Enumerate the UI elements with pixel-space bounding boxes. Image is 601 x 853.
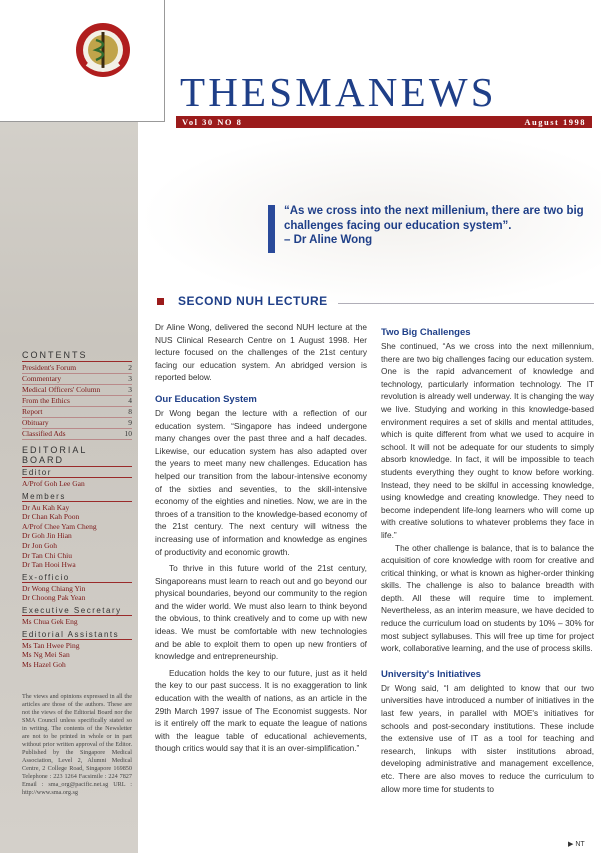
article-intro: Dr Aline Wong, delivered the second NUH lecture at the NUS Clinical Research Centre on 1 August 1998. Her lecture focused on the challenges of the 21st century facing our education system. An abridged version is reported below. bbox=[155, 322, 367, 383]
board-heading: EDITORIAL BOARD bbox=[22, 445, 132, 467]
issue-volume: Vol 30 NO 8 bbox=[182, 117, 243, 127]
heading-university-initiatives: University's Initiatives bbox=[381, 668, 481, 680]
exec-name: Ms Chua Gek Eng bbox=[22, 616, 78, 626]
article-column-1 bbox=[155, 321, 367, 755]
exec-list bbox=[22, 617, 132, 627]
contents-item-label: Report bbox=[22, 407, 43, 416]
contents-item bbox=[22, 429, 132, 440]
contents-item-label: Classified Ads bbox=[22, 429, 66, 438]
contents-item bbox=[22, 385, 132, 396]
heading-two-challenges: Two Big Challenges bbox=[381, 327, 471, 338]
contents-item bbox=[22, 396, 132, 407]
editor-label: Editor bbox=[22, 468, 132, 478]
contents-item-page: 10 bbox=[124, 429, 132, 438]
paragraph-6: Dr Wong said, “I am delighted to know that our two universities have introduced a number of initiatives in the last few years, in parallel with MOE's initiatives for schools and post-secondary institutions. These include the extensive use of IT as a tool for teaching and research, linkups with sister institutions abroad, developing administrative and management excellence, etc. There are also moves to reduce the curriculum to allow more time for students to bbox=[381, 682, 594, 794]
paragraph-4: She continued, “As we cross into the next millennium, there are two big challenges facing our education system. One is the rapid advancement of knowledge and technology, particularly information technology. The IT revolution is already well underway. It is changing the way we live. Studying and working in this knowledge-based environment requires a set of skills and mental attitudes, which is quite different from what we used to acquire in school. It will not be adequate for our students to simply absorb knowledge. In fact, it will be impossible to teach students everything they ought to know before working. Instead, they need to be skilful in accessing knowledge, using knowledge and creating knowledge. They need to become independent life-long learners who will come up with creative solutions to whatever problems they face in life.” bbox=[381, 341, 594, 540]
paragraph-5: The other challenge is balance, that is to balance the acquisition of core knowledge with room for creative and critical thinking, or what is known as higher-order thinking skills. The challenge is also to balance breadth with depth. All these will require time to implement. Nevertheless, as an interim measure, we have decided to reduce the curriculum load on students by 10% – 30% for most subject syllabuses. This will free up time for project work, collaborative learning, and the use of process skills. bbox=[381, 542, 594, 654]
members-list bbox=[22, 503, 132, 570]
contents-item-page: 3 bbox=[128, 374, 132, 383]
contents-item bbox=[22, 407, 132, 418]
contents-item bbox=[22, 374, 132, 385]
contents-item-page: 4 bbox=[128, 396, 132, 405]
contents-item-label: Obituary bbox=[22, 418, 49, 427]
continued-marker: ▶ NT bbox=[568, 841, 585, 848]
contents-item-label: From the Ethics bbox=[22, 396, 70, 405]
exofficio-name: Dr Wong Chiang Yin bbox=[22, 583, 86, 593]
section-rule bbox=[338, 303, 594, 304]
section-title: SECOND NUH LECTURE bbox=[178, 294, 328, 308]
issue-bar bbox=[176, 116, 592, 128]
paragraph-3: Education holds the key to our future, just as it held the key to our past success. It is no exaggeration to link education with the wealth of nations, as an article in the 29th March 1997 issue of The Economist suggests. Nor is it entirely off the mark to equate the league of nations with the league table of educational achievements, though critics would say that it is an over-simplification.” bbox=[155, 667, 367, 754]
editorial-board-section bbox=[22, 445, 132, 669]
issue-date: August 1998 bbox=[524, 117, 586, 127]
exofficio-name: Dr Choong Pak Yean bbox=[22, 593, 86, 603]
member-name: Dr Chan Kah Poon bbox=[22, 512, 80, 522]
contents-item-page: 3 bbox=[128, 385, 132, 394]
masthead-title: THESMANEWS bbox=[180, 69, 497, 115]
member-name: Dr Goh Jin Hian bbox=[22, 531, 72, 541]
quote-text: “As we cross into the next millenium, there are two big challenges facing our education system”. bbox=[284, 205, 584, 232]
contents-section bbox=[22, 350, 132, 440]
member-name: Dr Tan Hooi Hwa bbox=[22, 560, 76, 570]
exec-label: Executive Secretary bbox=[22, 606, 132, 616]
member-name: Dr Jon Goh bbox=[22, 540, 57, 550]
members-label: Members bbox=[22, 492, 132, 502]
paragraph-2: To thrive in this future world of the 21st century, Singaporeans must learn to reach out and go beyond our physical boundaries, beyond our community to the region and the wider world. We must also learn to think beyond the obvious, to think creatively and to come up with new ideas. We must be comfortable with new technologies and be able to exploit them to open up new frontiers of knowledge and entrepreneurship. bbox=[155, 563, 367, 662]
exofficio-label: Ex-officio bbox=[22, 573, 132, 583]
section-marker bbox=[157, 298, 164, 305]
disclaimer-note: The views and opinions expressed in all the articles are those of the authors. These are not the views of the Editorial Board nor the SMA Council unless specifically stated so in writing. The contents of the Newsletter are not to be printed in whole or in part without prior written approval of the Editor. Published by the Singapore Medical Association, Level 2, Alumni Medical Centre, 2 College Road, Singapore 169850 Telephone : 223 1264 Facsimile : 224 7827 Email : sma_org@pacific.net.sg URL : http://www.sma.org.sg bbox=[22, 693, 132, 796]
quote-author: – Dr Aline Wong bbox=[284, 234, 373, 246]
contents-heading: CONTENTS bbox=[22, 350, 132, 362]
editor-name: A/Prof Goh Lee Gan bbox=[22, 479, 85, 488]
member-name: Dr Au Kah Kay bbox=[22, 502, 70, 512]
article-column-2 bbox=[381, 327, 594, 795]
pull-quote bbox=[284, 204, 594, 248]
sma-logo-icon bbox=[74, 20, 132, 80]
contents-list bbox=[22, 363, 132, 440]
assistant-name: Ms Ng Mei San bbox=[22, 650, 70, 660]
contents-item-label: Medical Officers' Column bbox=[22, 385, 101, 394]
assistant-name: Ms Hazel Goh bbox=[22, 659, 66, 669]
contents-item-page: 8 bbox=[128, 407, 132, 416]
contents-item bbox=[22, 363, 132, 374]
contents-item-page: 9 bbox=[128, 418, 132, 427]
sidebar bbox=[0, 0, 138, 853]
member-name: Dr Tan Chi Chiu bbox=[22, 550, 72, 560]
quote-bar bbox=[268, 205, 275, 253]
contents-item-page: 2 bbox=[128, 363, 132, 372]
assistant-name: Ms Tan Hwee Ping bbox=[22, 640, 80, 650]
logo-box bbox=[0, 0, 165, 122]
assistants-list bbox=[22, 641, 132, 670]
member-name: A/Prof Chee Yam Cheng bbox=[22, 521, 97, 531]
contents-item-label: Commentary bbox=[22, 374, 62, 383]
contents-item-label: President's Forum bbox=[22, 363, 77, 372]
contents-item bbox=[22, 418, 132, 429]
exofficio-list bbox=[22, 584, 132, 603]
heading-education-system: Our Education System bbox=[155, 393, 257, 405]
assistants-label: Editorial Assistants bbox=[22, 630, 132, 640]
paragraph-1: Dr Wong began the lecture with a reflection of our education system. “Singapore has indeed undergone many changes over the past three and a half decades. Likewise, our education system has also adapted over the years to meet many new challenges. Education has helped our transition from the labour-intensive economy of the sixties and seventies, to the skill-intensive economy of the eighties and nineties. Now, we are in the throes of a transition to the knowledge-based economy of the 21st century. The next century will witness the increasing use of information and knowledge as engines of productivity and economic growth. bbox=[155, 407, 367, 557]
